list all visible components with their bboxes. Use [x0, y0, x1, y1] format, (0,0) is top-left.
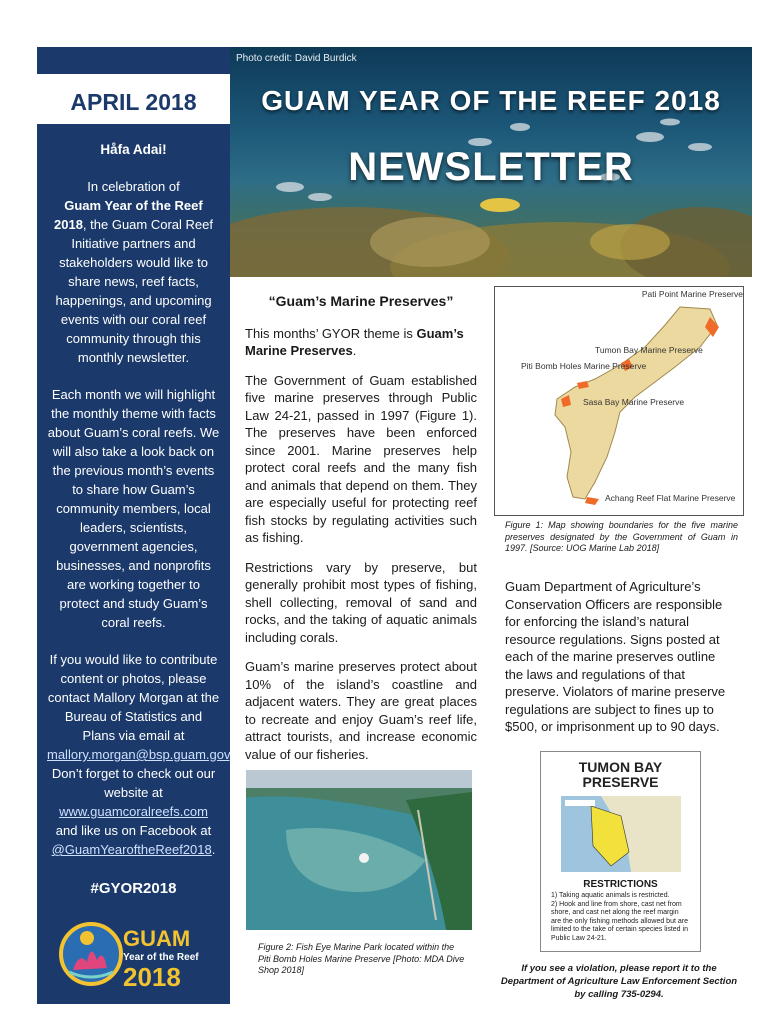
- main-article: [245, 293, 477, 775]
- gyor-logo: [59, 912, 209, 992]
- newsletter-subtitle: NEWSLETTER: [348, 145, 634, 189]
- map-label-sasa: Sasa Bay Marine Preserve: [583, 397, 685, 407]
- sign-rule-1: 1) Taking aquatic animals is restricted.: [551, 892, 670, 899]
- website-link[interactable]: www.guamcoralreefs.com: [59, 804, 208, 819]
- sign-map: [561, 796, 681, 872]
- logo-emblem-icon: [59, 912, 209, 992]
- highlight-paragraph: Each month we will highlight the monthly theme with facts about Guam’s coral reefs. We will also take a look back on the previous month’s events to share how Guam’s community members, local leaders, scientists, government agencies, businesses, and nonprofits are working together to protect and study Guam’s coral reefs.: [47, 387, 220, 630]
- map-label-achang: Achang Reef Flat Marine Preserve: [605, 493, 736, 503]
- tumon-bay-sign: [540, 751, 701, 952]
- fish-eye-park-photo: [246, 770, 472, 930]
- preserve-map: [494, 286, 744, 516]
- issue-month: APRIL 2018: [70, 89, 197, 115]
- header-banner: [230, 47, 752, 277]
- figure-1-caption: Figure 1: Map showing boundaries for the five marine preserves designated by the Government of Guam in 1997. [Source: UOG Marine Lab 2018]: [505, 520, 738, 553]
- theme-bold: Guam’s Marine Preserves: [245, 325, 464, 358]
- sign-rules: [541, 890, 700, 944]
- theme-post: .: [352, 343, 357, 358]
- facebook-link[interactable]: @GuamYearoftheReef2018: [51, 842, 212, 857]
- article-paragraph-3: Restrictions vary by preserve, but generally prohibit most types of fishing, shell collecting, removal of sand and rocks, and the taking of aquatic animals including corals.: [245, 559, 477, 645]
- logo-text-1: GUAM: [122, 926, 190, 951]
- map-label-tumon: Tumon Bay Marine Preserve: [595, 345, 703, 355]
- sign-title-line2: PRESERVE: [582, 774, 659, 790]
- sign-rule-2: 2) Hook and line from shore, cast net from shore, and cast net along the reef margin are the only fishing methods allowed but are limited to the take of certain species listed in Public Law 24-21.: [551, 900, 688, 942]
- sign-restrictions-heading: RESTRICTIONS: [583, 879, 658, 890]
- sidebar-top-bar: [37, 47, 230, 74]
- hashtag: #GYOR2018: [90, 880, 177, 897]
- intro-bold: Guam Year of the Reef 2018: [54, 198, 203, 232]
- photo-credit: Photo credit: David Burdick: [236, 53, 357, 64]
- greeting: Håfa Adai!: [100, 142, 167, 157]
- intro-post: , the Guam Coral Reef Initiative partners and stakeholders would like to share news, reef facts, happenings, and upcoming events with our coral reef community through this monthly newsletter.: [55, 217, 213, 365]
- theme-paragraph: [245, 325, 477, 360]
- contact-paragraph: If you would like to contribute content or photos, please contact Mallory Morgan at the Bureau of Statistics and Plans via email at mallory.morgan@bsp.guam.gov. Don’t forget to check out our website at www.guamcoralreefs.com and like us on Facebook at @GuamYearoftheReef2018.: [47, 652, 234, 857]
- contact-facebook: and like us on Facebook at: [55, 823, 212, 838]
- article-paragraph-4: Guam’s marine preserves protect about 10% of the island’s coastline and adjacent waters. They are great places to recreate and enjoy Guam’s reef life, attract tourists, and increase economic value of our fisheries.: [245, 659, 477, 762]
- guam-map-icon: [495, 287, 745, 517]
- contact-pre: If you would like to contribute content or photos, please contact Mallory Morgan at the Bureau of Statistics and Plans via email at: [47, 652, 220, 743]
- sidebar: [37, 124, 234, 1004]
- aerial-reef-photo-icon: [246, 770, 472, 930]
- intro-paragraph: [47, 177, 220, 367]
- newsletter-title: GUAM YEAR OF THE REEF 2018: [261, 85, 721, 116]
- sign-title: [541, 760, 700, 790]
- article-paragraph-2: The Government of Guam established five marine preserves through Public Law 24-21, passed in 1997 (Figure 1). The preserves have been enforced since 2001. Marine preserves help protect coral reefs and the many fish and animals that depend on them. They are especially useful for protecting reef fish stocks by regulating activities such as fishing.: [245, 372, 477, 545]
- intro-pre: In celebration of: [87, 179, 180, 194]
- logo-text-2: Year of the Reef: [122, 952, 199, 963]
- map-label-piti: Piti Bomb Holes Marine Preserve: [521, 361, 647, 371]
- contact-mid: . Don’t forget to check out our website at: [51, 747, 234, 800]
- sign-title-line1: TUMON BAY: [578, 759, 663, 775]
- email-link[interactable]: mallory.morgan@bsp.guam.gov: [47, 747, 230, 762]
- violation-warning: If you see a violation, please report it to the Department of Agriculture Law Enforcement Section by calling 735-0294.: [500, 963, 738, 1000]
- article-headline: “Guam’s Marine Preserves”: [268, 293, 454, 309]
- logo-text-3: 2018: [122, 962, 181, 992]
- figure-2-caption: Figure 2: Fish Eye Marine Park located within the Piti Bomb Holes Marine Preserve [Photo: MDA Dive Shop 2018]: [258, 942, 465, 975]
- theme-pre: This months’ GYOR theme is: [245, 325, 413, 341]
- sign-map-icon: [561, 796, 681, 872]
- map-label-pati: Pati Point Marine Preserve: [641, 289, 743, 299]
- enforcement-paragraph: Guam Department of Agriculture’s Conservation Officers are responsible for enforcing the island’s natural resource regulations. Signs posted at each of the marine preserves outline the laws and regulations of that preserve. Violators of marine preserve regulations are subject to fines up to $500, or imprisonment up to 90 days.: [505, 579, 726, 734]
